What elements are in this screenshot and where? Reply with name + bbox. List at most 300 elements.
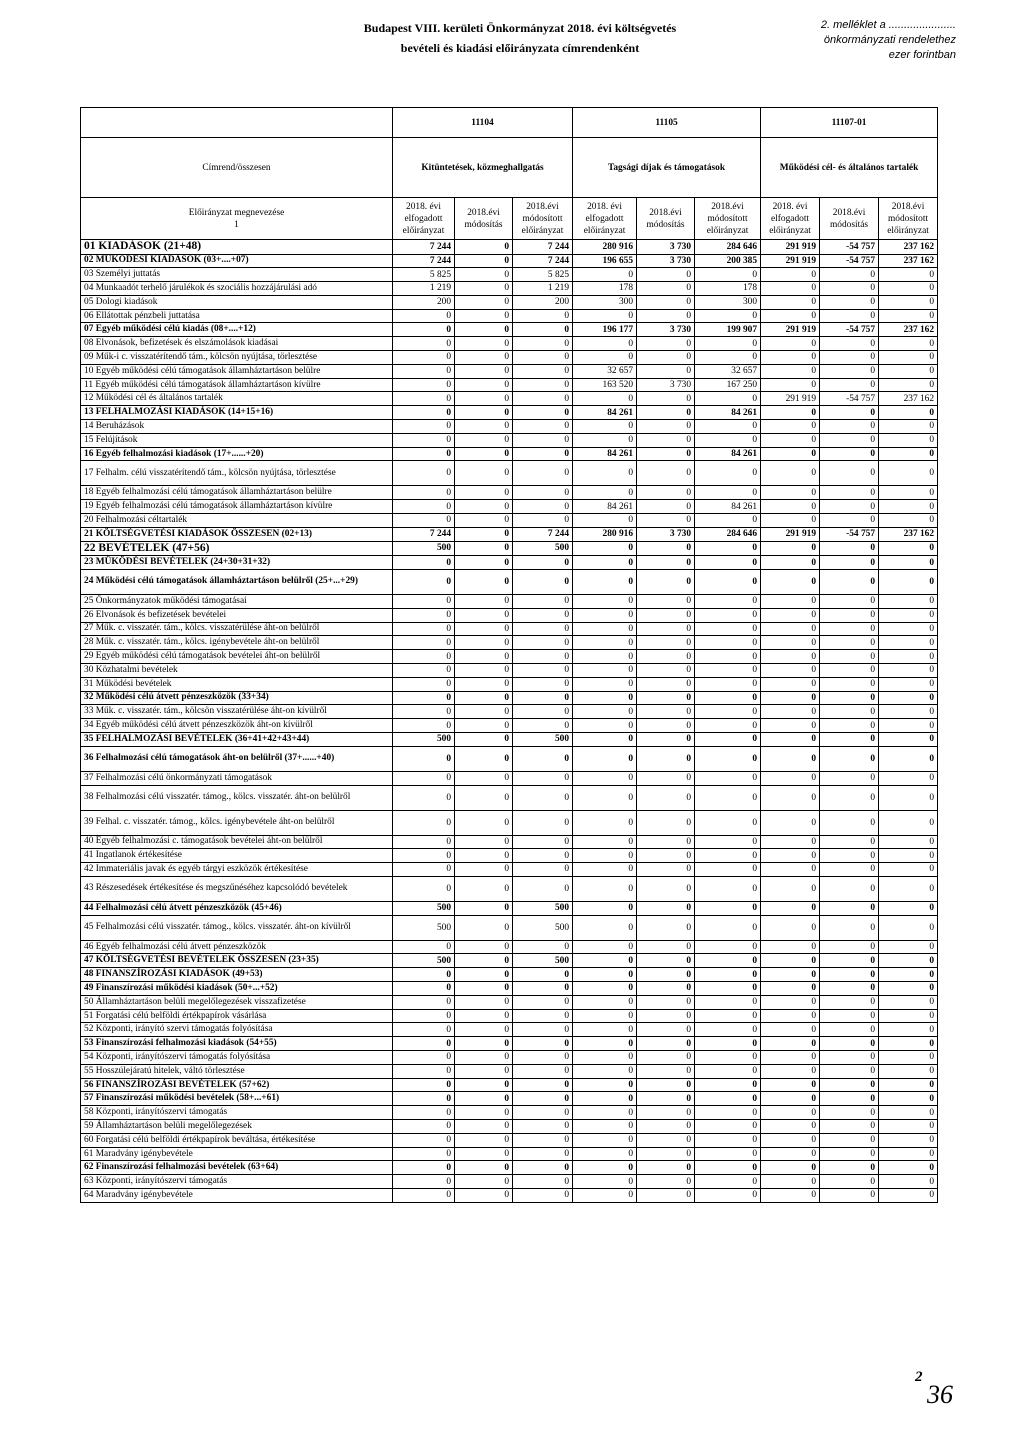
value-cell: 0 (393, 1106, 455, 1120)
value-cell: 0 (393, 486, 455, 500)
value-cell: 0 (637, 1037, 695, 1051)
value-cell: 0 (695, 1175, 761, 1189)
value-cell: 0 (637, 691, 695, 705)
value-cell: 0 (393, 461, 455, 486)
value-cell: -54 757 (820, 392, 879, 406)
value-cell: 0 (637, 351, 695, 365)
value-cell: 0 (695, 677, 761, 691)
value-cell: 0 (637, 447, 695, 461)
value-cell: 0 (820, 650, 879, 664)
value-cell: 0 (879, 982, 938, 996)
value-cell: 0 (393, 691, 455, 705)
table-row (81, 746, 938, 771)
value-cell: 0 (573, 608, 637, 622)
value-cell: 0 (879, 785, 938, 810)
value-cell: 0 (637, 500, 695, 514)
value-cell: 0 (513, 771, 573, 785)
value-cell: 0 (637, 1147, 695, 1161)
value-cell: 0 (820, 556, 879, 570)
value-cell: 0 (393, 364, 455, 378)
value-cell: 0 (455, 420, 513, 434)
annex-note (760, 18, 956, 63)
value-cell: 0 (879, 309, 938, 323)
value-cell: 200 (513, 295, 573, 309)
row-label: 42 Immateriális javak és egyéb tárgyi eszközök értékesítése (81, 863, 393, 877)
value-cell: 0 (695, 1106, 761, 1120)
value-cell: 163 520 (573, 378, 637, 392)
value-cell: 0 (820, 691, 879, 705)
table-row (81, 500, 938, 514)
value-cell: 0 (573, 901, 637, 915)
value-cell: 0 (573, 1078, 637, 1092)
value-cell: 0 (761, 622, 820, 636)
value-cell: 500 (513, 732, 573, 746)
row-label: 56 FINANSZÍROZÁSI BEVÉTELEK (57+62) (81, 1078, 393, 1092)
value-cell: 237 162 (879, 240, 938, 255)
value-cell: 32 657 (695, 364, 761, 378)
value-cell: 0 (393, 705, 455, 719)
value-cell: 0 (393, 1051, 455, 1065)
value-cell: 0 (573, 351, 637, 365)
value-cell: 0 (637, 650, 695, 664)
value-cell: 84 261 (695, 500, 761, 514)
value-cell: 0 (455, 771, 513, 785)
value-cell: 0 (513, 556, 573, 570)
corner-cell (81, 108, 393, 138)
value-cell: 0 (393, 1023, 455, 1037)
table-row (81, 785, 938, 810)
value-cell: 0 (879, 810, 938, 835)
value-cell: 0 (879, 1037, 938, 1051)
value-cell: 0 (573, 915, 637, 940)
value-cell: 0 (455, 323, 513, 337)
value-cell: 0 (455, 351, 513, 365)
value-cell: 0 (513, 636, 573, 650)
table-row (81, 254, 938, 268)
value-cell: 291 919 (761, 392, 820, 406)
row-label: 28 Műk. c. visszatér. tám., kölcs. igénybevétele áht-on belülről (81, 636, 393, 650)
value-cell: 0 (761, 732, 820, 746)
value-cell: 0 (393, 677, 455, 691)
value-cell: 0 (455, 541, 513, 556)
value-cell: 0 (820, 337, 879, 351)
value-cell: 0 (879, 541, 938, 556)
value-cell: 0 (393, 982, 455, 996)
value-cell: 0 (573, 1009, 637, 1023)
value-cell: 280 916 (573, 527, 637, 541)
value-cell: 0 (513, 323, 573, 337)
value-cell: 0 (573, 746, 637, 771)
value-cell: 0 (573, 636, 637, 650)
table-row (81, 282, 938, 296)
value-cell: 0 (820, 663, 879, 677)
row-label: 47 KÖLTSÉGVETÉSI BEVÉTELEK ÖSSZESEN (23+35) (81, 954, 393, 968)
value-cell: 0 (820, 1064, 879, 1078)
value-cell: 0 (879, 1064, 938, 1078)
value-cell: 0 (879, 650, 938, 664)
value-cell: 0 (761, 1106, 820, 1120)
value-cell: 0 (637, 392, 695, 406)
value-cell: 0 (455, 622, 513, 636)
group-name: Kitüntetések, közmeghallgatás (393, 138, 573, 198)
value-cell: 0 (820, 954, 879, 968)
row-label: 52 Központi, irányító szervi támogatás folyósítása (81, 1023, 393, 1037)
value-cell: 0 (637, 995, 695, 1009)
value-cell: 0 (637, 1161, 695, 1175)
row-label: 23 MŰKÖDÉSI BEVÉTELEK (24+30+31+32) (81, 556, 393, 570)
value-cell: 0 (637, 954, 695, 968)
row-label: 33 Műk. c. visszatér. tám., kölcsön visszatérülése áht-on kívülről (81, 705, 393, 719)
row-label: 35 FELHALMOZÁSI BEVÉTELEK (36+41+42+43+44) (81, 732, 393, 746)
value-cell: 0 (879, 719, 938, 733)
value-cell: 0 (761, 1189, 820, 1203)
value-cell: 0 (393, 1161, 455, 1175)
value-cell: 0 (879, 1189, 938, 1203)
table-row (81, 594, 938, 608)
table-row (81, 527, 938, 541)
value-cell: 0 (879, 337, 938, 351)
value-cell: 0 (761, 282, 820, 296)
value-cell: 0 (879, 594, 938, 608)
value-cell: 0 (393, 433, 455, 447)
value-cell: 0 (820, 1092, 879, 1106)
value-cell: 0 (879, 995, 938, 1009)
row-label: 54 Központi, irányítószervi támogatás folyósítása (81, 1051, 393, 1065)
value-cell: 0 (393, 1147, 455, 1161)
value-cell: 0 (637, 541, 695, 556)
value-cell: 0 (820, 705, 879, 719)
value-cell: 0 (761, 337, 820, 351)
value-cell: 0 (513, 433, 573, 447)
value-cell: 237 162 (879, 392, 938, 406)
value-cell: 0 (393, 556, 455, 570)
row-label: 16 Egyéb felhalmozási kiadások (17+......+20) (81, 447, 393, 461)
row-label: 13 FELHALMOZÁSI KIADÁSOK (14+15+16) (81, 406, 393, 420)
handwritten-note: 36 (927, 1380, 953, 1409)
row-label: 20 Felhalmozási céltartalék (81, 514, 393, 528)
value-cell: 0 (695, 351, 761, 365)
value-cell: 0 (879, 1133, 938, 1147)
value-cell: 0 (573, 771, 637, 785)
value-cell: 0 (761, 876, 820, 901)
table-row (81, 608, 938, 622)
table-row (81, 1161, 938, 1175)
annex-line-3: ezer forintban (888, 49, 956, 61)
value-cell: 0 (455, 337, 513, 351)
value-cell: 0 (513, 1051, 573, 1065)
value-cell: 0 (820, 1161, 879, 1175)
value-cell: 0 (455, 982, 513, 996)
value-cell: 0 (820, 1106, 879, 1120)
value-cell: 0 (820, 968, 879, 982)
table-row (81, 556, 938, 570)
value-cell: 0 (513, 1037, 573, 1051)
row-label: 41 Ingatlanok értékesítése (81, 849, 393, 863)
value-cell: 0 (761, 500, 820, 514)
value-cell: 0 (513, 677, 573, 691)
row-label: 18 Egyéb felhalmozási célú támogatások államháztartáson belülre (81, 486, 393, 500)
value-cell: 0 (513, 1161, 573, 1175)
value-cell: 0 (393, 420, 455, 434)
value-cell: 0 (393, 378, 455, 392)
column-header: 2018.évi módosítás (637, 198, 695, 240)
value-cell: 0 (695, 1009, 761, 1023)
value-cell: 0 (573, 1064, 637, 1078)
value-cell: 0 (455, 1106, 513, 1120)
value-cell: 0 (695, 691, 761, 705)
table-row (81, 810, 938, 835)
value-cell: 0 (761, 915, 820, 940)
value-cell: 0 (455, 810, 513, 835)
value-cell: 0 (761, 594, 820, 608)
value-cell: 0 (573, 849, 637, 863)
value-cell: 0 (455, 940, 513, 954)
value-cell: 0 (455, 514, 513, 528)
value-cell: 0 (820, 940, 879, 954)
value-cell: 0 (879, 486, 938, 500)
value-cell: 0 (820, 514, 879, 528)
value-cell: 0 (455, 461, 513, 486)
row-label: 60 Forgatási célú belföldi értékpapírok beváltása, értékesítése (81, 1133, 393, 1147)
value-cell: 0 (761, 746, 820, 771)
value-cell: 0 (455, 1051, 513, 1065)
value-cell: 0 (573, 392, 637, 406)
value-cell: 500 (393, 915, 455, 940)
value-cell: 0 (455, 433, 513, 447)
value-cell: 0 (761, 785, 820, 810)
table-row (81, 876, 938, 901)
value-cell: 0 (393, 1133, 455, 1147)
value-cell: 0 (695, 622, 761, 636)
table-row (81, 240, 938, 255)
row-label: 43 Részesedések értékesítése és megszűnéséhez kapcsolódó bevételek (81, 876, 393, 901)
row-label: 57 Finanszírozási működési bevételek (58+...+61) (81, 1092, 393, 1106)
value-cell: 0 (513, 1175, 573, 1189)
value-cell: 0 (879, 771, 938, 785)
value-cell: 0 (513, 650, 573, 664)
value-cell: 7 244 (513, 240, 573, 255)
table-row (81, 901, 938, 915)
value-cell: 0 (761, 1175, 820, 1189)
value-cell: 0 (455, 876, 513, 901)
row-label: 63 Központi, irányítószervi támogatás (81, 1175, 393, 1189)
table-row (81, 650, 938, 664)
value-cell: 200 (393, 295, 455, 309)
value-cell: 0 (513, 500, 573, 514)
value-cell: 0 (695, 556, 761, 570)
value-cell: 0 (820, 1023, 879, 1037)
value-cell: 0 (393, 406, 455, 420)
value-cell: 0 (573, 622, 637, 636)
table-row (81, 1051, 938, 1065)
value-cell: 0 (637, 608, 695, 622)
value-cell: 0 (761, 691, 820, 705)
value-cell: 0 (695, 541, 761, 556)
value-cell: 0 (820, 608, 879, 622)
value-cell: 0 (695, 705, 761, 719)
value-cell: 0 (455, 378, 513, 392)
column-header: 2018.évi módosított előirányzat (513, 198, 573, 240)
value-cell: 0 (455, 1147, 513, 1161)
value-cell: 0 (879, 915, 938, 940)
value-cell: 0 (573, 835, 637, 849)
value-cell: 0 (513, 461, 573, 486)
value-cell: 0 (879, 691, 938, 705)
value-cell: 0 (573, 541, 637, 556)
value-cell: 0 (573, 719, 637, 733)
value-cell: 0 (513, 835, 573, 849)
value-cell: 0 (573, 420, 637, 434)
value-cell: 0 (393, 663, 455, 677)
value-cell: 0 (637, 705, 695, 719)
table-row (81, 719, 938, 733)
value-cell: 0 (573, 1147, 637, 1161)
value-cell: 0 (761, 569, 820, 594)
value-cell: 7 244 (393, 527, 455, 541)
value-cell: 0 (393, 351, 455, 365)
table-row (81, 1023, 938, 1037)
value-cell: 0 (761, 295, 820, 309)
table-row (81, 1189, 938, 1203)
value-cell: 0 (879, 364, 938, 378)
row-label: 27 Műk. c. visszatér. tám., kölcs. visszatérülése áht-on belülről (81, 622, 393, 636)
row-label: 58 Központi, irányítószervi támogatás (81, 1106, 393, 1120)
value-cell: 0 (637, 771, 695, 785)
value-cell: 0 (695, 954, 761, 968)
row-label: 44 Felhalmozási célú átvett pénzeszközök (45+46) (81, 901, 393, 915)
value-cell: 0 (637, 863, 695, 877)
value-cell: 32 657 (573, 364, 637, 378)
value-cell: 0 (573, 785, 637, 810)
value-cell: 0 (573, 569, 637, 594)
value-cell: -54 757 (820, 240, 879, 255)
value-cell: 0 (393, 968, 455, 982)
title-line-2: bevételi és kiadási előirányzata címrendenként (400, 41, 640, 55)
value-cell: 0 (513, 569, 573, 594)
value-cell: 0 (455, 650, 513, 664)
value-cell: 0 (820, 282, 879, 296)
value-cell: 0 (761, 1133, 820, 1147)
value-cell: 0 (513, 1023, 573, 1037)
table-row (81, 915, 938, 940)
value-cell: 0 (879, 1051, 938, 1065)
table-row (81, 995, 938, 1009)
value-cell: 7 244 (513, 254, 573, 268)
value-cell: 0 (761, 1064, 820, 1078)
row-label: 40 Egyéb felhalmozási c. támogatások bevételei áht-on belülről (81, 835, 393, 849)
value-cell: 0 (761, 1023, 820, 1037)
table-row (81, 691, 938, 705)
value-cell: 0 (761, 982, 820, 996)
value-cell: 0 (695, 1133, 761, 1147)
row-label: 22 BEVÉTELEK (47+56) (81, 541, 393, 556)
value-cell: 0 (820, 406, 879, 420)
value-cell: 0 (761, 677, 820, 691)
value-cell: 0 (573, 940, 637, 954)
value-cell: 0 (455, 1092, 513, 1106)
row-label: 24 Működési célú támogatások államháztartáson belülről (25+...+29) (81, 569, 393, 594)
value-cell: 0 (761, 378, 820, 392)
table-row (81, 732, 938, 746)
value-cell: 0 (637, 406, 695, 420)
value-cell: -54 757 (820, 527, 879, 541)
value-cell: 0 (820, 1051, 879, 1065)
value-cell: 0 (761, 309, 820, 323)
value-cell: 0 (761, 636, 820, 650)
value-cell: 0 (573, 954, 637, 968)
value-cell: 0 (513, 746, 573, 771)
value-cell: 0 (455, 1064, 513, 1078)
value-cell: 0 (761, 849, 820, 863)
page-footer (915, 1368, 953, 1410)
value-cell: 3 730 (637, 527, 695, 541)
page-number: 2 (915, 1369, 923, 1385)
value-cell: 167 250 (695, 378, 761, 392)
value-cell: 0 (455, 1023, 513, 1037)
value-cell: 0 (879, 433, 938, 447)
value-cell: 0 (513, 622, 573, 636)
value-cell: 0 (573, 863, 637, 877)
value-cell: 0 (513, 863, 573, 877)
value-cell: 0 (637, 556, 695, 570)
value-cell: 0 (879, 282, 938, 296)
value-cell: 0 (455, 1009, 513, 1023)
value-cell: 0 (695, 915, 761, 940)
value-cell: 0 (820, 420, 879, 434)
value-cell: 0 (820, 732, 879, 746)
value-cell: 0 (513, 1078, 573, 1092)
group-name: Tagsági díjak és támogatások (573, 138, 761, 198)
value-cell: 0 (393, 1037, 455, 1051)
value-cell: 0 (513, 447, 573, 461)
value-cell: 0 (637, 1106, 695, 1120)
value-cell: 0 (573, 461, 637, 486)
value-cell: 0 (455, 1133, 513, 1147)
value-cell: 0 (455, 1175, 513, 1189)
row-label: 37 Felhalmozási célú önkormányzati támogatások (81, 771, 393, 785)
row-label: 53 Finanszírozási felhalmozási kiadások (54+55) (81, 1037, 393, 1051)
value-cell: 0 (573, 309, 637, 323)
value-cell: 0 (393, 1078, 455, 1092)
value-cell: 0 (695, 1078, 761, 1092)
value-cell: 0 (761, 351, 820, 365)
value-cell: 0 (455, 447, 513, 461)
value-cell: 0 (573, 1161, 637, 1175)
row-label: 64 Maradvány igénybevétele (81, 1189, 393, 1203)
value-cell: 0 (879, 556, 938, 570)
table-row (81, 295, 938, 309)
value-cell: 237 162 (879, 254, 938, 268)
value-cell: 0 (637, 364, 695, 378)
table-row (81, 771, 938, 785)
value-cell: 0 (513, 420, 573, 434)
value-cell: 0 (393, 337, 455, 351)
value-cell: 0 (820, 295, 879, 309)
value-cell: 0 (879, 461, 938, 486)
value-cell: 0 (637, 594, 695, 608)
value-cell: 0 (455, 1037, 513, 1051)
value-cell: 0 (879, 663, 938, 677)
value-cell: 0 (393, 514, 455, 528)
column-header-row (81, 198, 938, 240)
row-label: 06 Ellátottak pénzbeli juttatása (81, 309, 393, 323)
value-cell: 0 (879, 746, 938, 771)
value-cell: 0 (761, 650, 820, 664)
value-cell: 0 (513, 1133, 573, 1147)
value-cell: 0 (637, 1175, 695, 1189)
value-cell: 0 (393, 650, 455, 664)
column-header: 2018.évi módosított előirányzat (879, 198, 938, 240)
